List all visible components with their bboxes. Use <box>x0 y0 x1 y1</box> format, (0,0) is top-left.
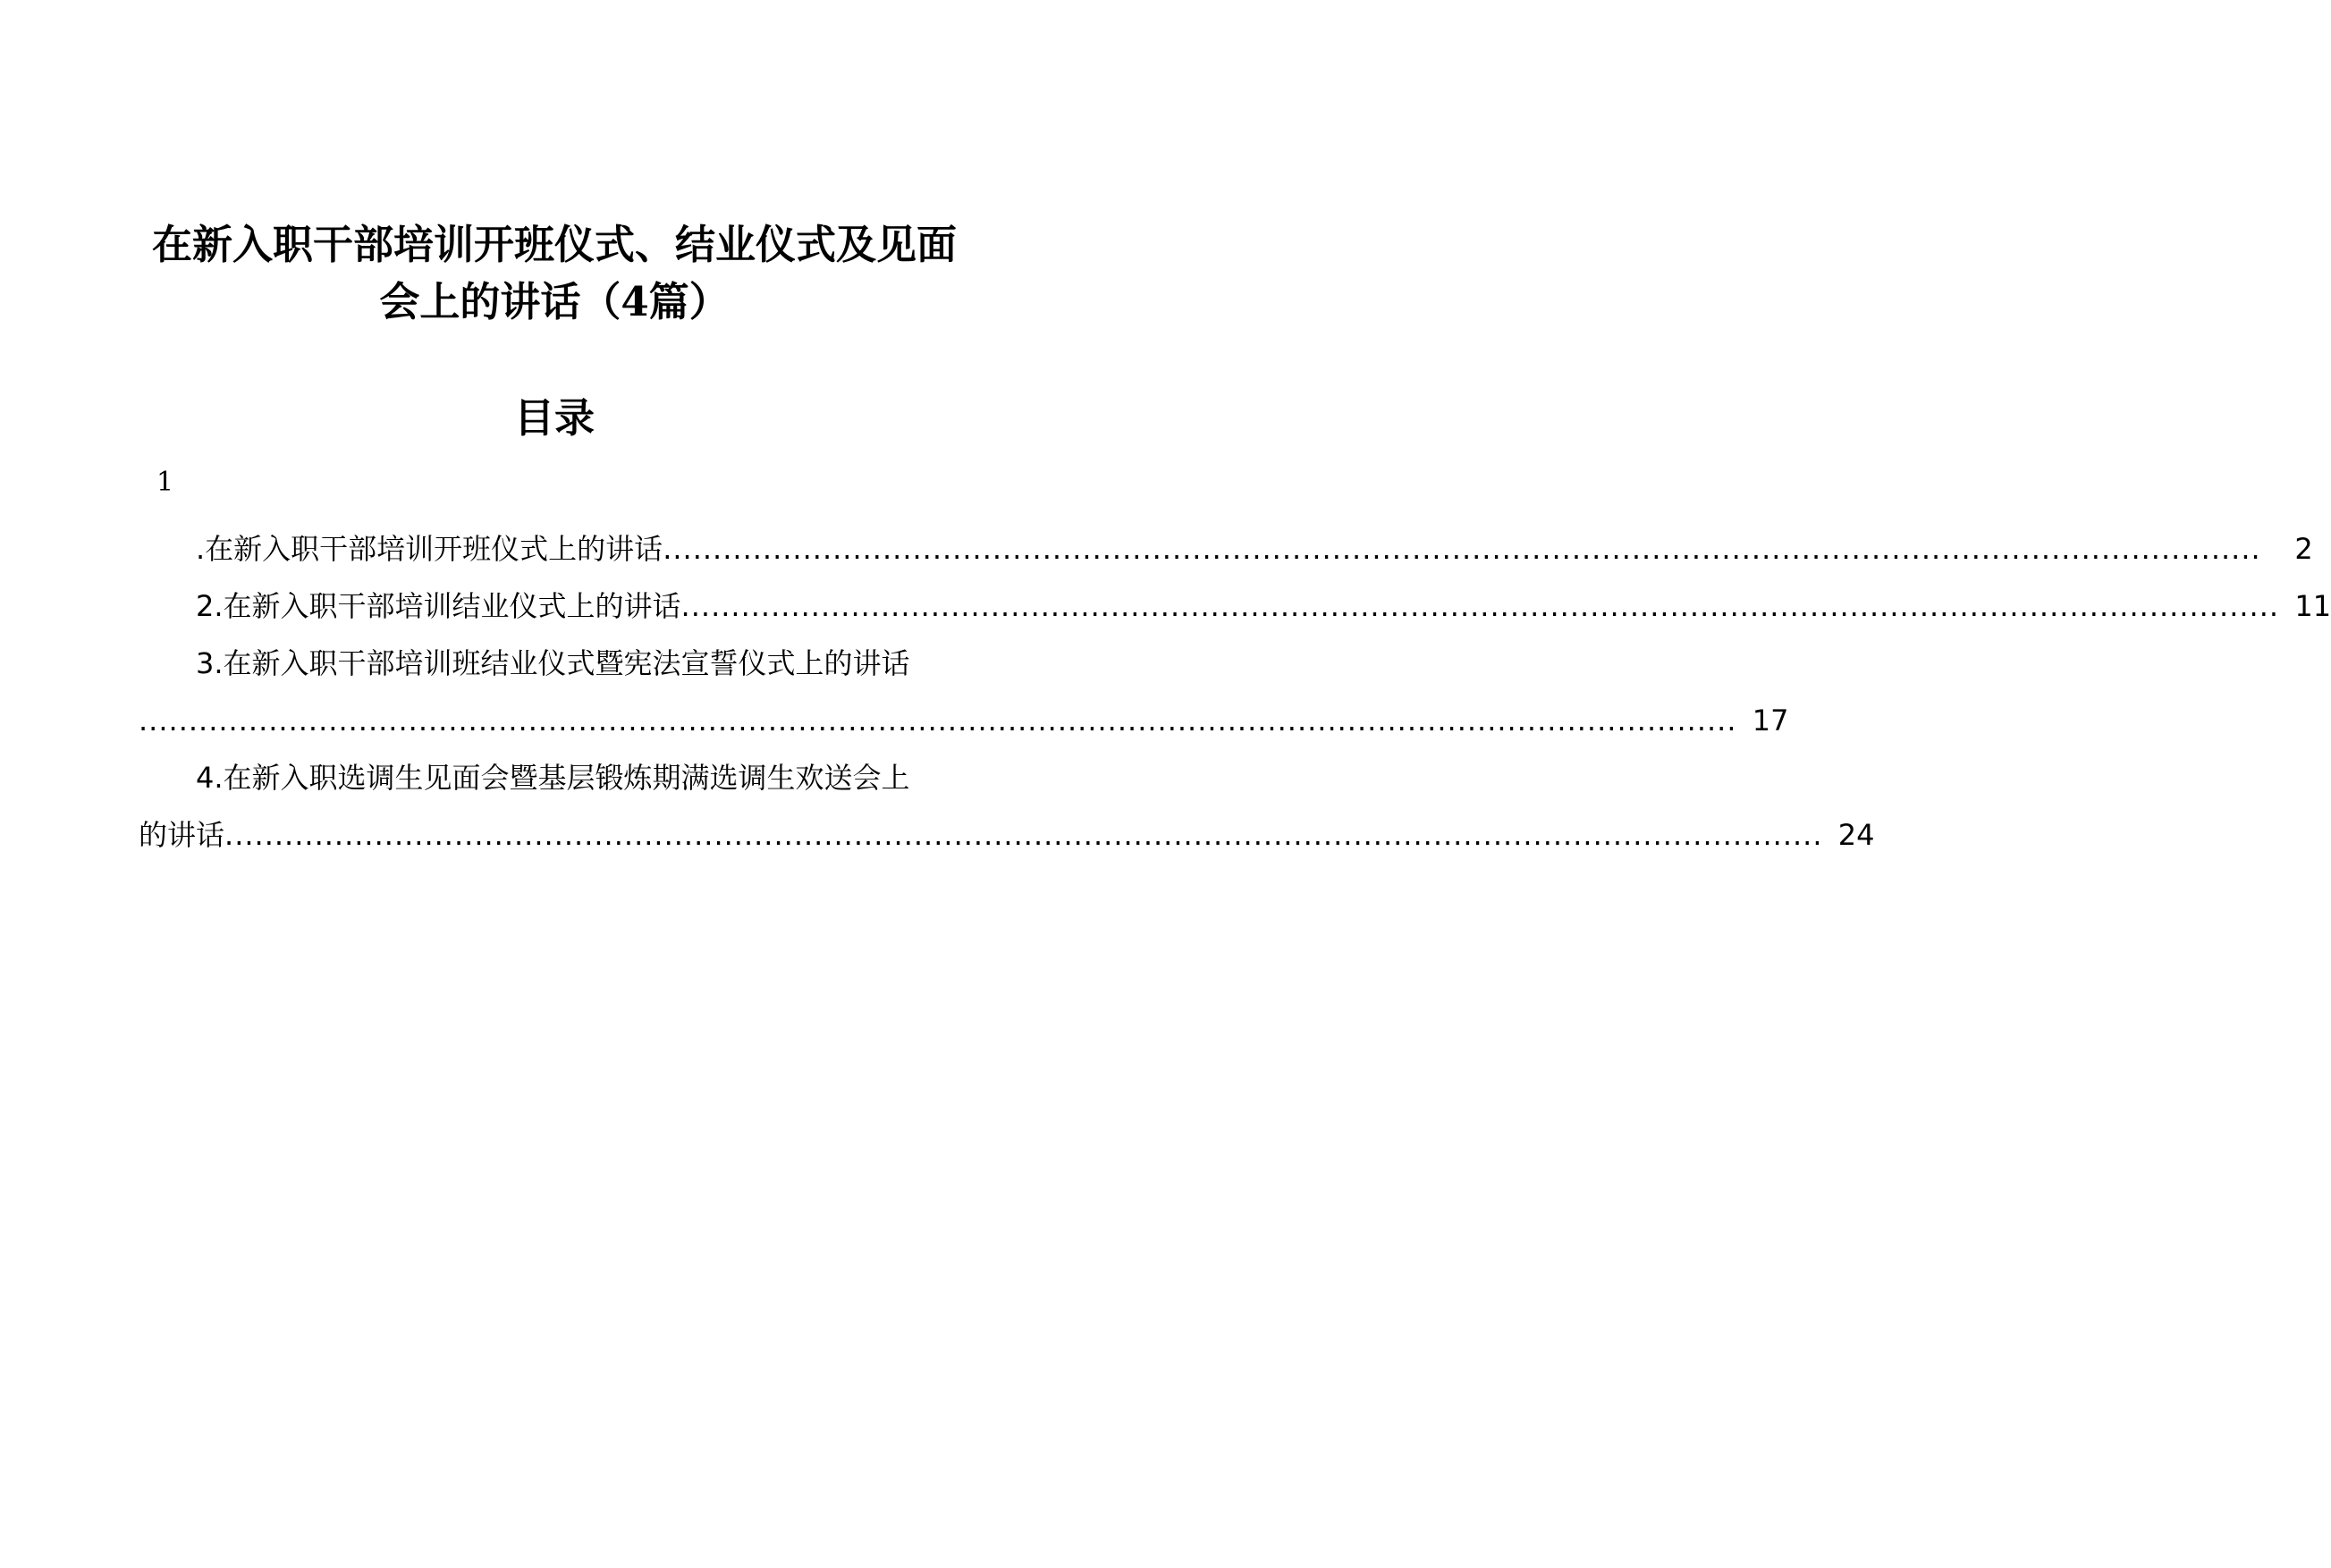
toc-entry-title: 4.在新入职选调生见面会暨基层锻炼期满选调生欢送会上 <box>196 761 910 795</box>
toc-entry-title: 2.在新入职干部培训结业仪式上的讲话 <box>196 589 681 623</box>
dot-leader: ................................................................................................................................................................ <box>139 704 1737 738</box>
toc-entry-title: 3.在新入职干部培训班结业仪式暨宪法宣誓仪式上的讲话 <box>196 646 910 680</box>
toc-page-number: 24 <box>1837 818 1875 852</box>
toc-entry-4[interactable] <box>139 749 1875 864</box>
table-of-contents <box>139 520 2331 864</box>
toc-page-number: 2 <box>2294 532 2313 566</box>
toc-entry-1[interactable] <box>139 520 2313 577</box>
title-line-1: 在新入职干部培训开班仪式、结业仪式及见面 <box>151 221 957 268</box>
dot-leader: ................................................................................................................................................................ <box>224 818 1823 852</box>
title-line-2: 会上的讲话（4篇） <box>379 278 730 325</box>
dot-leader: ................................................................................................................................................................ <box>680 589 2280 623</box>
toc-entry-2[interactable] <box>139 577 2331 635</box>
toc-page-number: 17 <box>1752 704 1789 738</box>
document-title <box>139 216 970 331</box>
toc-page-number: 11 <box>2294 589 2331 623</box>
toc-entry-3[interactable] <box>139 635 1789 749</box>
toc-entry-title: .在新入职干部培训开班仪式上的讲话 <box>196 532 663 566</box>
toc-heading: 目录 <box>513 394 595 442</box>
toc-entry-title-continued: 的讲话 <box>139 818 225 852</box>
stray-list-number: 1 <box>156 467 174 498</box>
dot-leader: ................................................................................................................................................................ <box>663 532 2261 566</box>
